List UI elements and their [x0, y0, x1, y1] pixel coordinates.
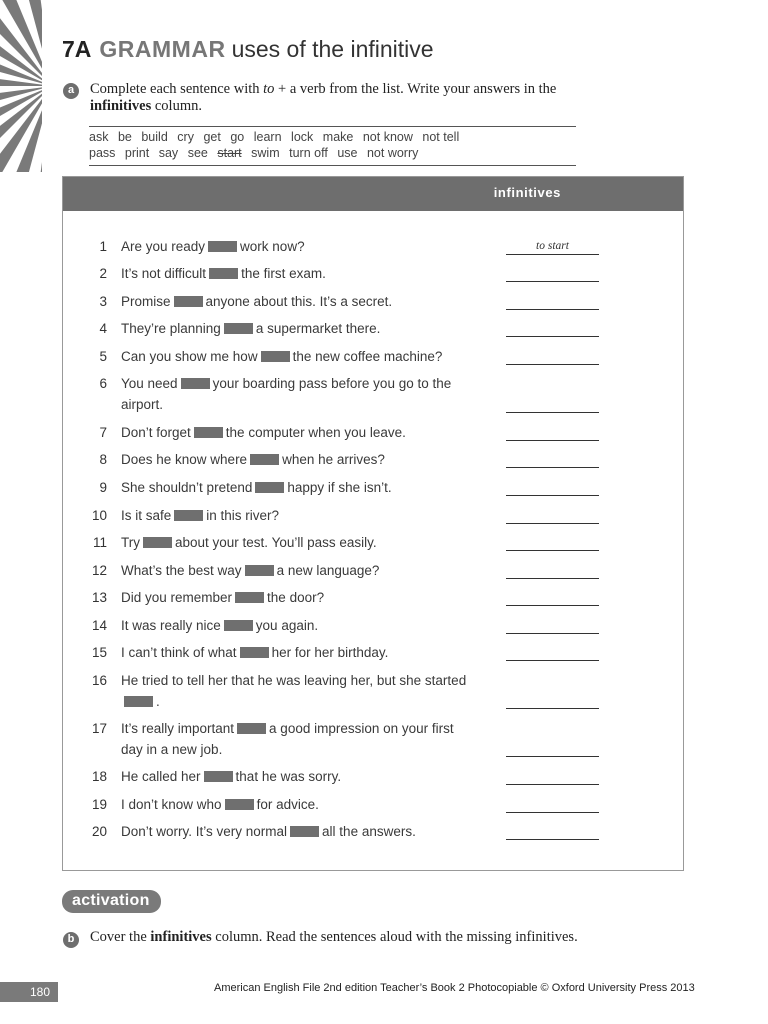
answer-line[interactable] [506, 694, 599, 709]
sentence-part-after: your boarding pass before you go to the airport. [121, 376, 452, 412]
sentence-part-before: Does he know where [121, 452, 248, 467]
footer-copyright: Photocopiable © Oxford University Press 2013 [467, 982, 695, 994]
sentence-part-after: the computer when you leave. [225, 425, 406, 440]
sentence-number: 2 [99, 266, 107, 281]
page-title [62, 36, 434, 63]
answer-line[interactable] [506, 322, 599, 337]
sentence-text [121, 449, 471, 470]
sentence-text [121, 505, 471, 526]
answer-line[interactable] [506, 742, 599, 757]
sentence-number: 6 [99, 376, 107, 391]
answer-line[interactable] [506, 398, 599, 413]
gap-blank [181, 378, 210, 389]
sentence-part-before: Is it safe [121, 508, 172, 523]
sentence-text [121, 718, 471, 760]
word-list-item: build [141, 130, 168, 144]
gap-blank [194, 427, 223, 438]
sentence-number: 13 [91, 590, 107, 605]
sentence-text [121, 532, 471, 553]
section-a-badge: a [63, 83, 79, 99]
gap-blank [124, 696, 153, 707]
gap-blank [143, 537, 172, 548]
instr-text-2: + a verb from the list. Write your answers in the [278, 81, 557, 97]
sentence-text [121, 422, 471, 443]
sentence-part-before: It’s not difficult [121, 266, 207, 281]
word-list-item: go [230, 130, 245, 144]
gap-blank [224, 323, 253, 334]
answer-line[interactable] [506, 798, 599, 813]
answer-line[interactable] [506, 591, 599, 606]
word-list-item: make [322, 130, 354, 144]
sentence-part-after: the new coffee machine? [292, 349, 443, 364]
answer-line[interactable] [506, 350, 599, 365]
sentence-part-after: in this river? [206, 508, 280, 523]
sentence-part-before: What’s the best way [121, 563, 242, 578]
sentence-part-before: She shouldn’t pretend [121, 480, 253, 495]
gap-blank [261, 351, 290, 362]
sentence-text [121, 560, 471, 581]
sentence-text [121, 794, 471, 815]
word-list-item: ask [89, 130, 109, 144]
sentence-part-after: work now? [240, 239, 305, 254]
answer-line[interactable] [506, 481, 599, 496]
sentence-part-before: He tried to tell her that he was leaving her, but she started [121, 673, 467, 688]
instr-b-text-1: Cover the [90, 929, 147, 945]
sentence-part-before: Try [121, 535, 140, 550]
answer-line[interactable] [506, 426, 599, 441]
panel-header [63, 177, 683, 211]
answer-line[interactable] [506, 509, 599, 524]
sentence-part-before: I can’t think of what [121, 645, 237, 660]
footer [214, 982, 695, 994]
gap-blank [255, 482, 284, 493]
sentence-part-after: her for her birthday. [271, 645, 389, 660]
sentence-number: 3 [99, 294, 107, 309]
word-list-item: turn off [289, 146, 328, 160]
sentence-part-after: a good impression on your first day in a new job. [121, 721, 454, 757]
gap-blank [174, 510, 203, 521]
topic-title: uses of the infinitive [231, 36, 434, 62]
sentence-text [121, 670, 471, 712]
answer-line[interactable] [506, 825, 599, 840]
word-list-item: print [124, 146, 150, 160]
sentence-part-before: I don’t know who [121, 797, 222, 812]
answer-line[interactable] [506, 770, 599, 785]
sentence-number: 18 [91, 769, 107, 784]
grammar-label: GRAMMAR [99, 36, 226, 62]
gap-blank [208, 241, 237, 252]
sentence-part-after: that he was sorry. [235, 769, 342, 784]
gap-blank [235, 592, 264, 603]
sentence-number: 11 [92, 535, 107, 550]
instr-bold: infinitives [90, 98, 152, 114]
gap-blank [290, 826, 319, 837]
gap-blank [250, 454, 279, 465]
word-list-item: say [158, 146, 179, 160]
instr-text-3: column. [154, 98, 202, 114]
gap-blank [209, 268, 238, 279]
gap-blank [224, 620, 253, 631]
answer-line[interactable] [506, 453, 599, 468]
sentence-number: 15 [91, 645, 107, 660]
sentence-text [121, 318, 471, 339]
sentence-part-after: for advice. [256, 797, 319, 812]
word-list-item: start [217, 146, 242, 160]
page-number: 180 [0, 982, 58, 1002]
footer-title: American English File 2nd edition Teacher’s Book 2 [214, 982, 465, 994]
sentence-number: 5 [99, 349, 107, 364]
word-list-item: see [187, 146, 208, 160]
sentence-number: 14 [91, 618, 107, 633]
sentence-text [121, 346, 471, 367]
sentence-part-before: Did you remember [121, 590, 233, 605]
sentence-part-after: about your test. You’ll pass easily. [175, 535, 377, 550]
sentence-number: 7 [99, 425, 107, 440]
word-list-item: learn [253, 130, 282, 144]
sentence-part-after: happy if she isn’t. [287, 480, 392, 495]
sentence-text [121, 373, 471, 415]
sentence-number: 19 [91, 797, 107, 812]
sentence-number: 20 [91, 824, 107, 839]
word-list-item: swim [251, 146, 280, 160]
word-list-item: be [117, 130, 132, 144]
instr-text-1: Complete each sentence with [90, 81, 260, 97]
unit-number: 7A [62, 36, 92, 62]
answer-line[interactable]: to start [506, 240, 599, 255]
answer-line[interactable] [506, 646, 599, 661]
sentence-text [121, 642, 471, 663]
word-list-item: cry [177, 130, 194, 144]
sentence-part-after: the first exam. [241, 266, 326, 281]
sentence-number: 4 [99, 321, 107, 336]
gap-blank [225, 799, 254, 810]
sentence-text [121, 477, 471, 498]
word-list-row-2 [89, 146, 428, 160]
sentence-number: 1 [99, 239, 107, 254]
section-b-instructions [90, 929, 578, 946]
sentence-part-after: a new language? [276, 563, 380, 578]
word-list-item: use [337, 146, 358, 160]
sentence-part-after: . [156, 694, 160, 709]
word-list-item: lock [291, 130, 314, 144]
sentence-part-before: Promise [121, 294, 171, 309]
sentence-text [121, 291, 471, 312]
sentence-number: 8 [99, 452, 107, 467]
sentence-number: 12 [91, 563, 107, 578]
word-list-item: not know [362, 130, 413, 144]
exercise-panel [62, 176, 684, 871]
section-b-badge: b [63, 932, 79, 948]
sentence-number: 17 [91, 721, 107, 736]
sentence-text [121, 821, 471, 842]
sentence-part-after: anyone about this. It’s a secret. [205, 294, 393, 309]
sentence-part-before: They’re planning [121, 321, 221, 336]
sentence-number: 16 [91, 673, 107, 688]
sentence-part-before: It was really nice [121, 618, 221, 633]
sentence-text [121, 236, 471, 257]
sentence-part-before: It’s really important [121, 721, 235, 736]
gap-blank [240, 647, 269, 658]
answer-line[interactable] [506, 267, 599, 282]
activation-label: activation [62, 890, 161, 913]
answer-line[interactable] [506, 536, 599, 551]
answer-line[interactable] [506, 564, 599, 579]
word-list-row-1 [89, 130, 469, 144]
gap-blank [204, 771, 233, 782]
sentence-text [121, 766, 471, 787]
gap-blank [237, 723, 266, 734]
sunburst-decoration [0, 0, 42, 172]
sentence-part-before: Can you show me how [121, 349, 258, 364]
gap-blank [174, 296, 203, 307]
sentence-part-before: Don’t worry. It’s very normal [121, 824, 288, 839]
instr-b-text-2: column. Read the sentences aloud with the missing infinitives. [215, 929, 578, 945]
sentence-text [121, 587, 471, 608]
sentence-part-after: you again. [255, 618, 319, 633]
sentence-part-after: all the answers. [322, 824, 416, 839]
sentence-part-before: Don’t forget [121, 425, 191, 440]
gap-blank [245, 565, 274, 576]
sentence-part-before: He called her [121, 769, 201, 784]
instr-to: to [263, 81, 275, 97]
sentence-part-before: You need [121, 376, 178, 391]
sentence-number: 9 [99, 480, 107, 495]
sentence-part-after: the door? [267, 590, 325, 605]
answer-line[interactable] [506, 619, 599, 634]
word-list-item: pass [89, 146, 116, 160]
sentence-text [121, 263, 471, 284]
answer-line[interactable] [506, 295, 599, 310]
sentence-part-before: Are you ready [121, 239, 206, 254]
instr-b-bold: infinitives [150, 929, 212, 945]
sentence-part-after: a supermarket there. [255, 321, 381, 336]
sentence-part-after: when he arrives? [282, 452, 385, 467]
word-list-box [89, 126, 576, 166]
word-list-item: get [203, 130, 221, 144]
sentence-text [121, 615, 471, 636]
sentence-number: 10 [91, 508, 107, 523]
infinitives-column-heading: infinitives [493, 185, 561, 200]
word-list-item: not worry [366, 146, 419, 160]
section-a-instructions [90, 81, 610, 115]
word-list-item: not tell [422, 130, 460, 144]
